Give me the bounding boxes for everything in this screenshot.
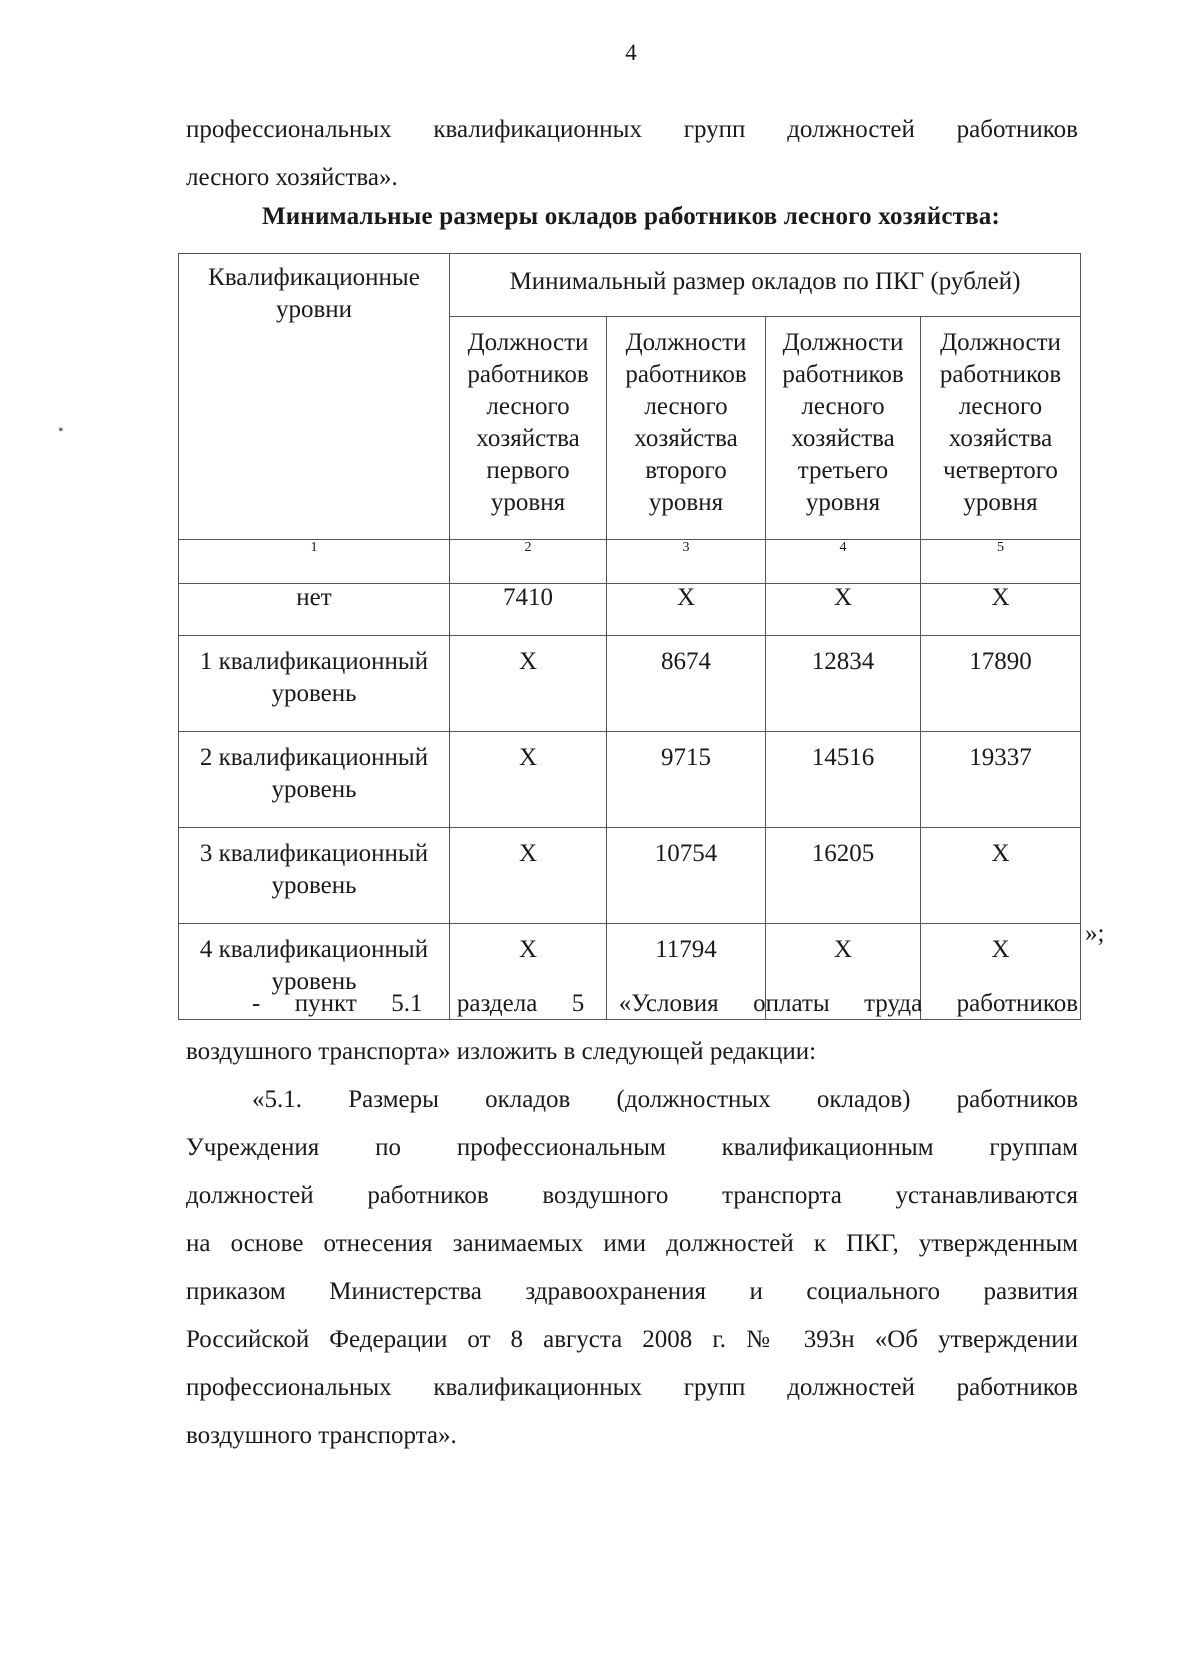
punkt-paragraph — [186, 980, 1078, 1076]
salary-cell: X — [766, 924, 921, 1020]
clause-line: на основе отнесения занимаемых ими должностей к ПКГ, утвержденным — [186, 1230, 1078, 1257]
salary-cell: 7410 — [450, 584, 607, 636]
salary-cell: 19337 — [921, 732, 1081, 828]
header-col-level-3: Должности работников лесного хозяйства третьего уровня — [766, 317, 921, 540]
clause-line: воздушного транспорта». — [186, 1422, 457, 1449]
salary-cell: 14516 — [766, 732, 921, 828]
clause-line: приказом Министерства здравоохранения и социального развития — [186, 1278, 1078, 1305]
salary-cell: X — [450, 636, 607, 732]
level-cell: 1 квалификационный уровень — [179, 636, 450, 732]
table-row — [179, 636, 1081, 732]
column-number: 2 — [450, 540, 607, 584]
header-col-level-4: Должности работников лесного хозяйства четвертого уровня — [921, 317, 1081, 540]
salary-cell: X — [450, 732, 607, 828]
column-number: 4 — [766, 540, 921, 584]
punkt-line: воздушного транспорта» изложить в следующей редакции: — [186, 1038, 817, 1065]
salary-cell: 11794 — [607, 924, 766, 1020]
table-row — [179, 732, 1081, 828]
intro-paragraph — [186, 106, 1078, 202]
salary-cell: X — [607, 584, 766, 636]
salary-cell: 8674 — [607, 636, 766, 732]
salary-cell: X — [450, 828, 607, 924]
column-number: 5 — [921, 540, 1081, 584]
column-number-row — [179, 540, 1081, 584]
intro-line: профессиональных квалификационных групп должностей работников — [186, 116, 1078, 143]
clause-line: Российской Федерации от 8 августа 2008 г. № 393н «Об утверждении — [186, 1326, 1078, 1353]
table-row — [179, 584, 1081, 636]
header-col-level-2: Должности работников лесного хозяйства второго уровня — [607, 317, 766, 540]
salary-cell: 10754 — [607, 828, 766, 924]
salary-table — [178, 253, 1081, 1020]
salary-cell: 9715 — [607, 732, 766, 828]
clause-line: «5.1. Размеры окладов (должностных окладов) работников — [252, 1086, 1078, 1113]
salary-cell: 17890 — [921, 636, 1081, 732]
salary-cell: X — [766, 584, 921, 636]
salary-cell: X — [921, 924, 1081, 1020]
table-row — [179, 828, 1081, 924]
clause-5-1-paragraph — [186, 1076, 1078, 1460]
scan-artifact-dot: • — [58, 422, 64, 439]
salary-cell: 12834 — [766, 636, 921, 732]
clause-line: Учреждения по профессиональным квалификационным группам — [186, 1134, 1078, 1161]
punkt-line: - пункт 5.1 раздела 5 «Условия оплаты труда работников — [252, 990, 1078, 1017]
level-cell: 3 квалификационный уровень — [179, 828, 450, 924]
header-col-level-1: Должности работников лесного хозяйства первого уровня — [450, 317, 607, 540]
salary-cell: X — [921, 584, 1081, 636]
clause-line: профессиональных квалификационных групп должностей работников — [186, 1374, 1078, 1401]
salary-cell: X — [450, 924, 607, 1020]
header-qualification-levels: Квалификационные уровни — [179, 254, 450, 540]
salary-cell: X — [921, 828, 1081, 924]
header-min-salary: Минимальный размер окладов по ПКГ (рублей) — [450, 254, 1081, 317]
clause-line: должностей работников воздушного транспорта устанавливаются — [186, 1182, 1078, 1209]
table-title: Минимальные размеры окладов работников лесного хозяйства: — [261, 203, 1001, 230]
closing-quote-mark: »; — [1085, 920, 1105, 947]
column-number: 1 — [179, 540, 450, 584]
level-cell: нет — [179, 584, 450, 636]
page-number: 4 — [625, 40, 637, 65]
level-cell: 4 квалификационный уровень — [179, 924, 450, 1020]
intro-line: лесного хозяйства». — [186, 164, 398, 191]
column-number: 3 — [607, 540, 766, 584]
level-cell: 2 квалификационный уровень — [179, 732, 450, 828]
salary-cell: 16205 — [766, 828, 921, 924]
